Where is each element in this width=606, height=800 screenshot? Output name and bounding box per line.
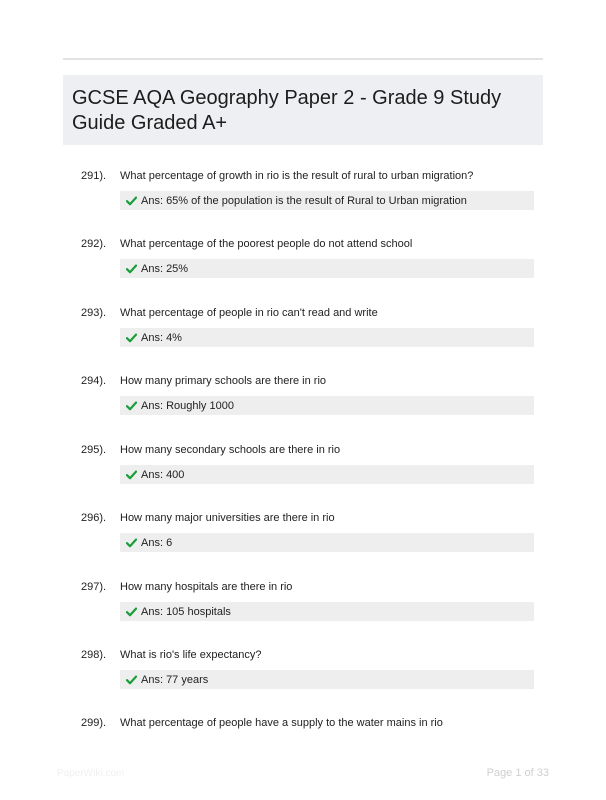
page-indicator: Page 1 of 33 bbox=[486, 767, 549, 779]
question-text: How many primary schools are there in rio bbox=[120, 375, 327, 387]
check-icon bbox=[126, 675, 137, 685]
check-icon bbox=[126, 333, 137, 343]
question-item bbox=[63, 169, 543, 229]
check-icon bbox=[126, 264, 137, 274]
question-text: How many major universities are there in rio bbox=[120, 512, 335, 524]
question-item bbox=[63, 580, 543, 640]
answer-box bbox=[120, 396, 534, 415]
question-text: How many secondary schools are there in rio bbox=[120, 444, 341, 456]
answer-text: Ans: 105 hospitals bbox=[141, 605, 231, 618]
question-number: 293). bbox=[81, 307, 107, 319]
title-banner bbox=[63, 75, 543, 145]
answer-box bbox=[120, 465, 534, 484]
check-icon bbox=[126, 538, 137, 548]
check-icon bbox=[126, 401, 137, 411]
answer-text: Ans: 4% bbox=[141, 331, 182, 344]
question-text: How many hospitals are there in rio bbox=[120, 581, 293, 593]
question-item bbox=[63, 443, 543, 503]
question-number: 295). bbox=[81, 444, 107, 456]
answer-text: Ans: 25% bbox=[141, 262, 189, 275]
top-divider bbox=[63, 58, 543, 60]
question-number: 294). bbox=[81, 375, 107, 387]
answer-text: Ans: 400 bbox=[141, 468, 185, 481]
answer-box bbox=[120, 670, 534, 689]
question-number: 292). bbox=[81, 238, 107, 250]
question-item bbox=[63, 374, 543, 434]
question-number: 296). bbox=[81, 512, 107, 524]
question-number: 298). bbox=[81, 649, 107, 661]
answer-text: Ans: Roughly 1000 bbox=[141, 399, 234, 412]
answer-box bbox=[120, 259, 534, 278]
answer-text: Ans: 65% of the population is the result of Rural to Urban migration bbox=[141, 194, 467, 207]
question-item bbox=[63, 648, 543, 708]
answer-text: Ans: 77 years bbox=[141, 673, 209, 686]
question-text: What percentage of people in rio can't read and write bbox=[120, 307, 378, 319]
answer-box bbox=[120, 328, 534, 347]
question-text: What percentage of growth in rio is the result of rural to urban migration? bbox=[120, 170, 474, 182]
question-item bbox=[63, 306, 543, 366]
answer-text: Ans: 6 bbox=[141, 536, 173, 549]
question-text: What percentage of people have a supply to the water mains in rio bbox=[120, 717, 443, 729]
answer-box bbox=[120, 533, 534, 552]
question-number: 297). bbox=[81, 581, 107, 593]
question-text: What is rio's life expectancy? bbox=[120, 649, 262, 661]
document-title: GCSE AQA Geography Paper 2 - Grade 9 Study Guide Graded A+ bbox=[72, 87, 502, 134]
answer-box bbox=[120, 191, 534, 210]
check-icon bbox=[126, 607, 137, 617]
question-item bbox=[63, 237, 543, 297]
question-item bbox=[63, 511, 543, 571]
footer-watermark: PaperWiki.com bbox=[57, 768, 125, 779]
answer-box bbox=[120, 602, 534, 621]
question-text: What percentage of the poorest people do not attend school bbox=[120, 238, 413, 250]
question-item bbox=[63, 716, 543, 736]
question-number: 291). bbox=[81, 170, 107, 182]
check-icon bbox=[126, 196, 137, 206]
question-number: 299). bbox=[81, 717, 107, 729]
check-icon bbox=[126, 470, 137, 480]
